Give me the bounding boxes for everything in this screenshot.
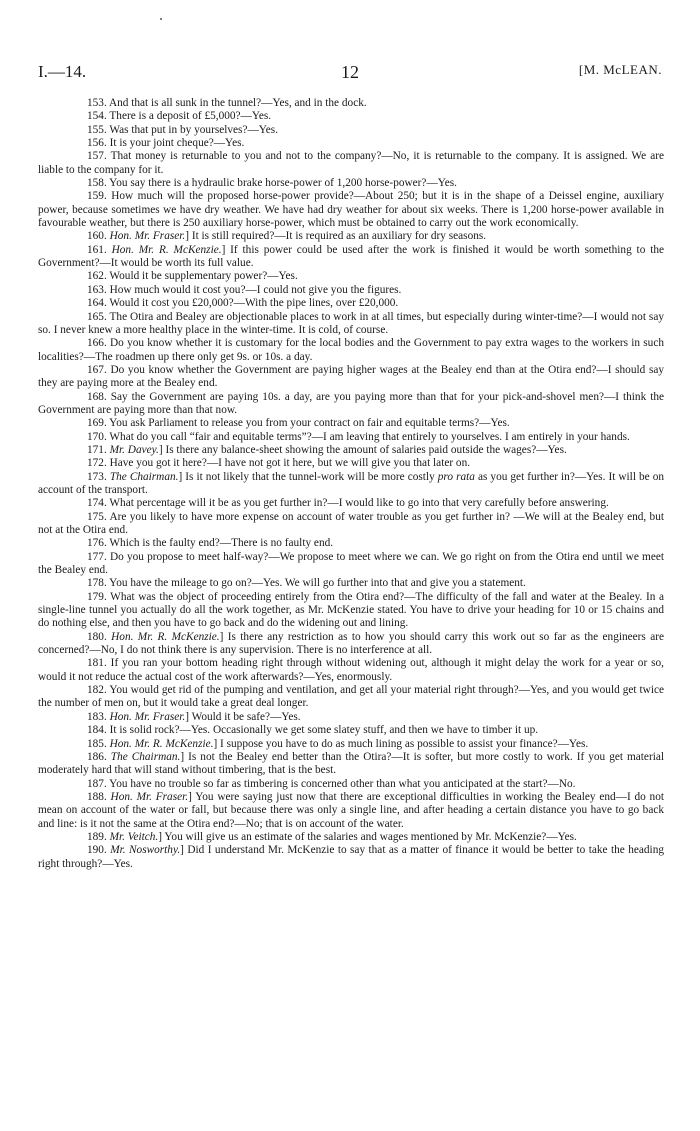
speaker-name: Hon. Mr. R. McKenzie. xyxy=(111,630,220,643)
evidence-body xyxy=(38,97,664,871)
witness-name: [M. McLEAN. xyxy=(578,62,662,77)
paragraph-text: 160. xyxy=(87,230,110,243)
question-answer-paragraph xyxy=(38,444,664,457)
paragraph-text: 186. xyxy=(87,750,111,763)
question-answer-paragraph xyxy=(38,297,664,310)
paragraph-text: 170. What do you call “fair and equitable terms”?—I am leaving that entirely to yourselves. I am entirely in your hands. xyxy=(87,430,630,443)
question-answer-paragraph xyxy=(38,511,664,538)
question-answer-paragraph xyxy=(38,497,664,510)
paragraph-text: 167. Do you know whether the Government are paying higher wages at the Bealey end than at the Otira end?—I should say they are paying more at the Bealey end. xyxy=(38,363,664,390)
question-answer-paragraph xyxy=(38,391,664,418)
paragraph-text: 181. If you ran your bottom heading right through without widening out, although it might delay the work for a year or so, would it not reduce the actual cost of the work afterwards?—Yes, enormously. xyxy=(38,657,664,683)
speaker-name: Hon. Mr. R. McKenzie. xyxy=(109,737,214,750)
question-answer-paragraph xyxy=(38,364,664,391)
speaker-name: The Chairman. xyxy=(109,470,179,483)
question-answer-paragraph xyxy=(38,591,664,631)
question-answer-paragraph xyxy=(38,417,664,430)
paragraph-text: 168. Say the Government are paying 10s. a day, are you paying more than that for your pick-and-shovel men?—I think the Government are paying more than that now. xyxy=(38,390,664,416)
paragraph-text: 184. It is solid rock?—Yes. Occasionally we get some slatey stuff, and then we have to timber it up. xyxy=(87,724,539,737)
paragraph-text: 171. xyxy=(87,443,110,456)
speaker-name: Hon. Mr. Fraser. xyxy=(109,230,186,243)
question-answer-paragraph xyxy=(38,778,664,791)
paragraph-text: ] Is it not likely that the tunnel-work will be more costly xyxy=(178,470,438,483)
paragraph-text: ] Did I understand Mr. McKenzie to say that as a matter of finance it would be better to take the heading right through?—Yes. xyxy=(38,844,664,870)
question-answer-paragraph xyxy=(38,577,664,590)
speaker-name: The Chairman. xyxy=(110,750,181,763)
speaker-name: Mr. Davey. xyxy=(109,443,159,456)
question-answer-paragraph xyxy=(38,457,664,470)
question-answer-paragraph xyxy=(38,337,664,364)
question-answer-paragraph xyxy=(38,751,664,778)
paragraph-text: 166. Do you know whether it is customary for the local bodies and the Government to pay extra wages to the workers in such localities?—The roadmen up there only get 9s. or 10s. a day. xyxy=(38,337,664,363)
paragraph-text: as you get further in?—Yes. It will be on account of the transport. xyxy=(38,470,665,496)
paragraph-text: 156. It is your joint cheque?—Yes. xyxy=(87,137,245,150)
paragraph-text: 183. xyxy=(87,710,110,723)
page-header xyxy=(38,62,662,86)
question-answer-paragraph xyxy=(38,270,664,283)
question-answer-paragraph xyxy=(38,724,664,737)
paragraph-text: 190. xyxy=(87,844,111,857)
paragraph-text: ] I suppose you have to do as much lining as possible to assist your finance?—Yes. xyxy=(213,737,589,750)
question-answer-paragraph xyxy=(38,110,664,123)
question-answer-paragraph xyxy=(38,177,664,190)
paragraph-text: 157. That money is returnable to you and not to the company?—No, it is returnable to the company. It is assigned. We are liable to the company for it. xyxy=(38,150,664,176)
page-number: 12 xyxy=(341,62,359,82)
question-answer-paragraph xyxy=(38,657,664,684)
question-answer-paragraph xyxy=(38,631,664,658)
paragraph-text: 163. How much would it cost you?—I could not give you the figures. xyxy=(87,283,402,296)
paragraph-text: 174. What percentage will it be as you get further in?—I would like to go into that very carefully before answering. xyxy=(87,497,609,510)
question-answer-paragraph xyxy=(38,844,664,871)
question-answer-paragraph xyxy=(38,124,664,137)
question-answer-paragraph xyxy=(38,431,664,444)
question-answer-paragraph xyxy=(38,551,664,578)
print-speck xyxy=(160,18,162,20)
paragraph-text: 177. Do you propose to meet half-way?—We propose to meet where we can. We go right on from the Otira end until we meet the Bealey end. xyxy=(38,550,664,577)
paragraph-text: 179. What was the object of proceeding entirely from the Otira end?—The difficulty of the fall and water at the Bealey. In a single-line tunnel you actually do all the work together, as Mr. McKenzie stated. You have to drive your heading for 10 or 15 chains and do nothing else, and then you have to go back and do the widening out and lining. xyxy=(38,590,664,630)
paragraph-text: 154. There is a deposit of £5,000?—Yes. xyxy=(87,110,272,123)
question-answer-paragraph xyxy=(38,97,664,110)
question-answer-paragraph xyxy=(38,471,664,498)
paragraph-text: 176. Which is the faulty end?—There is no faulty end. xyxy=(87,537,334,550)
speaker-name: Mr. Veitch. xyxy=(109,830,159,843)
paragraph-text: ] You were saying just now that there are exceptional difficulties in working the Bealey end—I do not mean on account of the water or fall, but because there was only a single line, and after heading a certain distance you have to go back and line: is it not the same at the Otira end?—No; that is on account of the water. xyxy=(38,790,664,830)
paragraph-text: ] It is still required?—It is required as an auxiliary for dry seasons. xyxy=(185,230,487,243)
speaker-name: Mr. Nosworthy. xyxy=(110,844,181,857)
question-answer-paragraph xyxy=(38,230,664,243)
paragraph-text: 188. xyxy=(87,790,111,803)
paragraph-text: 172. Have you got it here?—I have not got it here, but we will give you that later on. xyxy=(87,457,471,470)
paragraph-text: ] Is there any restriction as to how you should carry this work out so far as the engineers are concerned?—No, I do not think there is any supervision. There is no interference at all. xyxy=(38,630,664,657)
paragraph-text: 165. The Otira and Bealey are objectionable places to work in at all times, but especially during winter-time?—I would not say so. I never knew a more healthy place in the winter-time. It is cold, of course. xyxy=(38,310,664,336)
paragraph-text: 178. You have the mileage to go on?—Yes. We will go further into that and give you a statement. xyxy=(87,577,526,590)
paragraph-text: ] Is there any balance-sheet showing the amount of salaries paid outside the wages?—Yes. xyxy=(158,443,567,456)
paragraph-text: 161. xyxy=(87,243,112,256)
speaker-name: Hon. Mr. R. McKenzie. xyxy=(111,243,222,256)
question-answer-paragraph xyxy=(38,831,664,844)
paragraph-text: ] Is not the Bealey end better than the Otira?—It is softer, but more costly to work. If you get material moderately hard that will stand without timbering, that is the best. xyxy=(38,750,664,777)
paragraph-text: 175. Are you likely to have more expense on account of water trouble as you get further in? —We will at the Bealey end, but not at the Otira end. xyxy=(38,510,664,536)
question-answer-paragraph xyxy=(38,738,664,751)
paragraph-text: ] Would it be safe?—Yes. xyxy=(185,710,301,723)
paragraph-text: 189. xyxy=(87,830,110,843)
paragraph-text: 155. Was that put in by yourselves?—Yes. xyxy=(87,123,279,136)
question-answer-paragraph xyxy=(38,711,664,724)
paragraph-text: 153. And that is all sunk in the tunnel?—Yes, and in the dock. xyxy=(87,97,367,109)
question-answer-paragraph xyxy=(38,284,664,297)
document-reference: I.—14. xyxy=(38,62,87,81)
question-answer-paragraph xyxy=(38,137,664,150)
paragraph-text: 162. Would it be supplementary power?—Yes. xyxy=(87,270,298,283)
paragraph-text: 182. You would get rid of the pumping and ventilation, and get all your material right through?—Yes, and you would get twice the number of men on, but it would take a great deal longer. xyxy=(38,684,664,710)
speaker-name: Hon. Mr. Fraser. xyxy=(110,790,189,803)
paragraph-text: ] If this power could be used after the work is finished it would be worth something to the Government?—It would be worth its full value. xyxy=(38,243,664,270)
speaker-name: Hon. Mr. Fraser. xyxy=(109,710,186,723)
question-answer-paragraph xyxy=(38,311,664,338)
speaker-name: pro rata xyxy=(437,470,475,483)
question-answer-paragraph xyxy=(38,684,664,711)
paragraph-text: 173. xyxy=(87,470,110,483)
paragraph-text: ] You will give us an estimate of the salaries and wages mentioned by Mr. McKenzie?—Yes. xyxy=(158,830,577,843)
paragraph-text: 185. xyxy=(87,737,110,750)
paragraph-text: 164. Would it cost you £20,000?—With the pipe lines, over £20,000. xyxy=(87,297,399,310)
paragraph-text: 180. xyxy=(87,630,112,643)
question-answer-paragraph xyxy=(38,244,664,271)
question-answer-paragraph xyxy=(38,791,664,831)
paragraph-text: 187. You have no trouble so far as timbering is concerned other than what you anticipated at the start?—No. xyxy=(87,777,576,790)
question-answer-paragraph xyxy=(38,537,664,550)
paragraph-text: 159. How much will the proposed horse-power provide?—About 250; but it is in the shape of a Deissel engine, auxiliary power, because sometimes we have dry weather. We have had dry weather for about six weeks. There is 1,200 horse-power available in favourable weather, but there is 250 auxiliary horse-power, which must be obtained to carry out the work economically. xyxy=(38,190,664,230)
paragraph-text: 158. You say there is a hydraulic brake horse-power of 1,200 horse-power?—Yes. xyxy=(87,177,457,190)
question-answer-paragraph xyxy=(38,190,664,230)
paragraph-text: 169. You ask Parliament to release you from your contract on fair and equitable terms?—Yes. xyxy=(87,417,510,430)
question-answer-paragraph xyxy=(38,150,664,177)
